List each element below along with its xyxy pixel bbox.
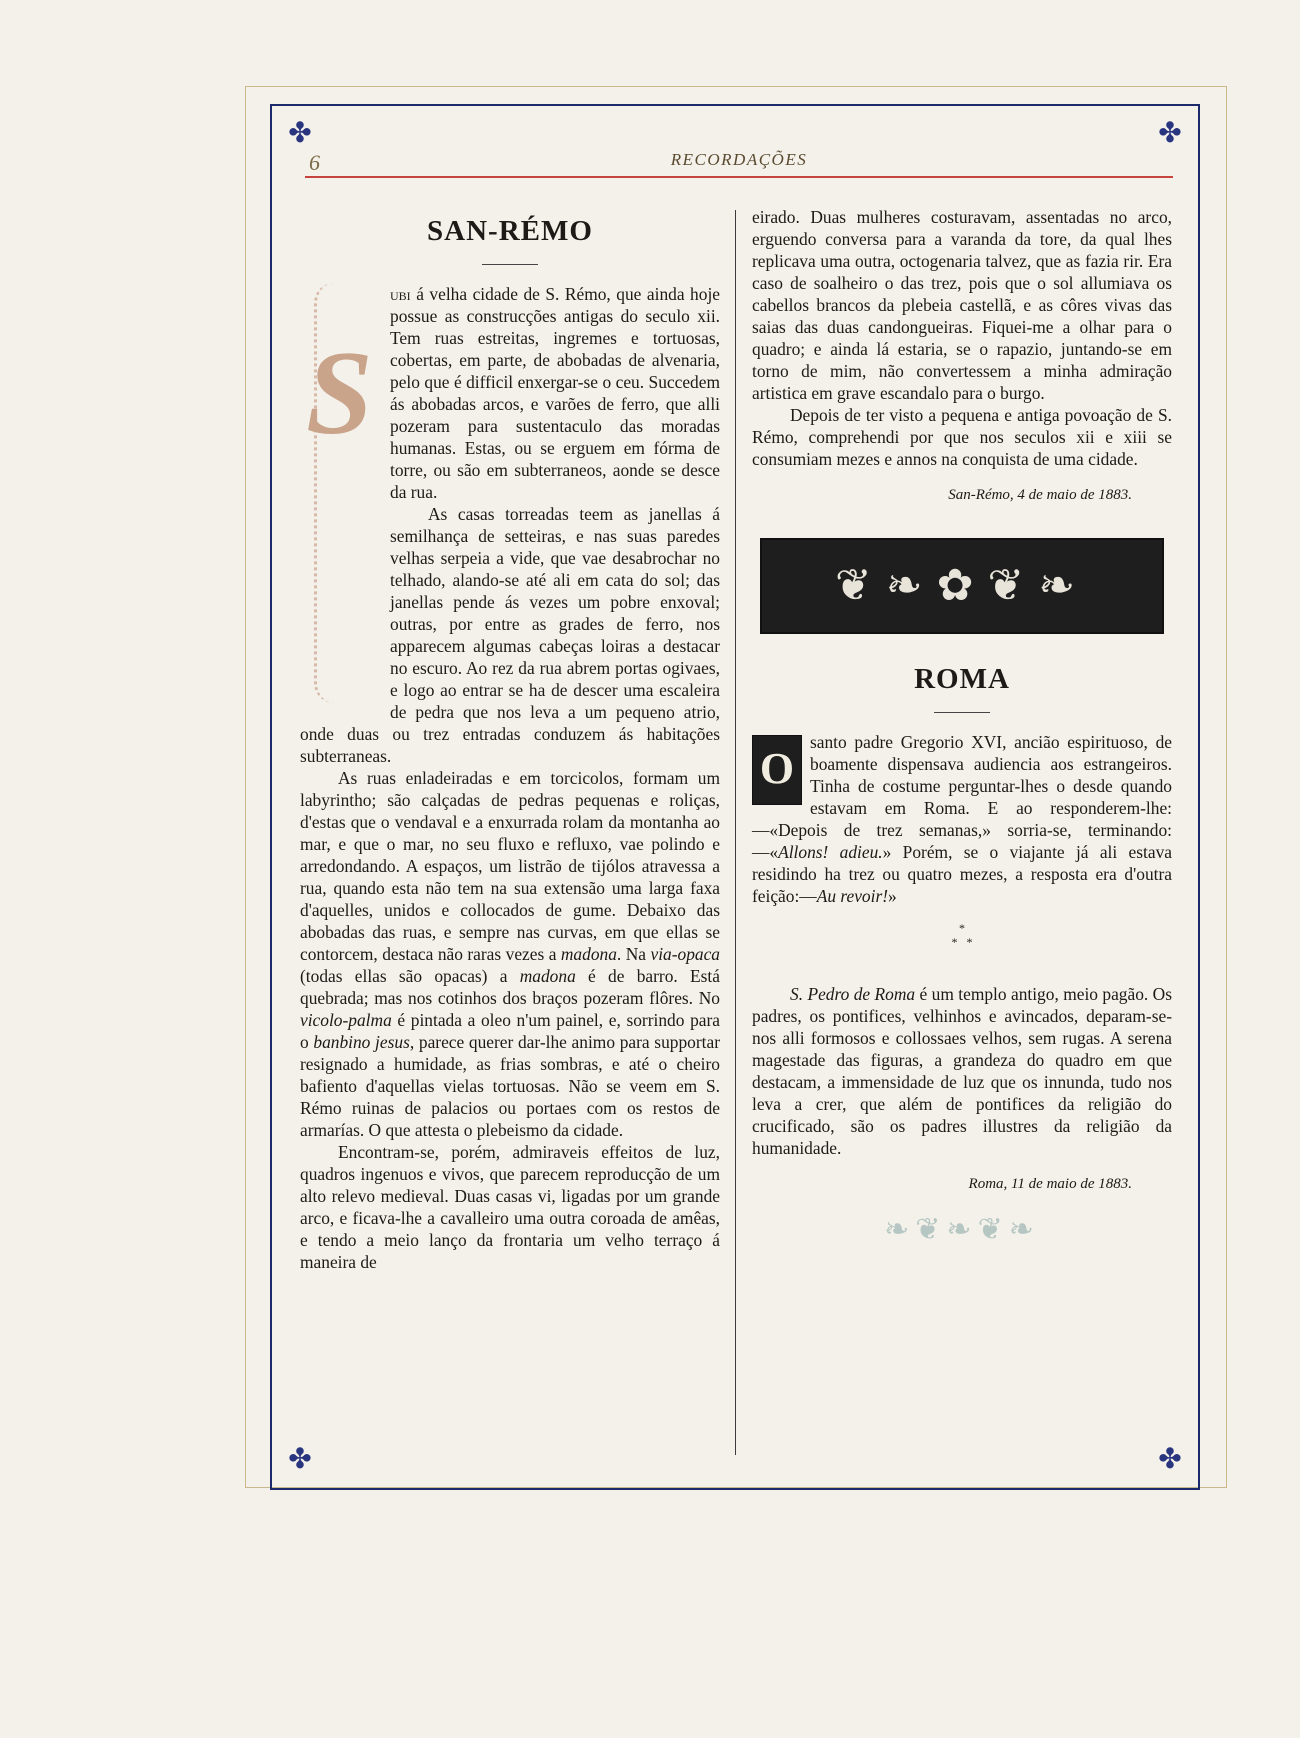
corner-ornament-icon: ✤	[288, 118, 312, 149]
scroll-ornament-icon: ❧❦❧❦❧	[884, 1213, 1040, 1246]
left-column	[300, 215, 721, 1273]
signature-san-remo: San-Rémo, 4 de maio de 1883.	[948, 487, 1132, 503]
paragraph: santo padre Gregorio XVI, ancião espirituoso, de boamente dispensava audiencia aos estrangeiros. Tinha de costume perguntar-lhes o desde quando estavam em Roma. E ao responderem-lhe:—«Depois de trez semanas,» sorria-se, terminando:—«Allons! adieu.» Porém, se o viajante já ali estava residindo ha trez ou quatro mezes, a resposta era d'outra feição:—Au revoir!»	[752, 732, 1172, 906]
asterism: * * *	[951, 921, 973, 949]
dropcap-o-ornament: O	[752, 735, 802, 805]
paragraph: ubi á velha cidade de S. Rémo, que ainda hoje possue as construcções antigas do seculo xii. Tem ruas estreitas, ingremes e tortuosas, cobertas, em parte, de abobadas de alvenaria, pelo que é difficil enxergar-se o ceu. Succedem ás abobadas arcos, e varões de ferro, que alli pozeram para sustentaculo das moradas humanas. Estas, ou se erguem em fórma de torre, ou são em subterraneos, aonde se desce da rua.	[390, 284, 720, 502]
column-divider	[735, 210, 736, 1455]
article-title-san-remo: SAN-RÉMO	[427, 215, 593, 247]
title-rule	[482, 264, 538, 265]
dropcap-s-ornament	[300, 283, 380, 703]
signature-roma: Roma, 11 de maio de 1883.	[968, 1176, 1132, 1192]
paragraph: Encontram-se, porém, admiraveis effeitos de luz, quadros ingenuos e vivos, que parecem reproducção de um alto relevo medieval. Duas casas vi, ligadas por um grande arco, e ficava-lhe a cavalleiro uma outra coroada de amêas, e tendo a meio lanço da frontaria um velho terraço á maneira de	[300, 1142, 720, 1272]
paragraph: eirado. Duas mulheres costuravam, assentadas no arco, erguendo conversa para a varanda da tore, da qual lhes replicava uma outra, octogenaria talvez, que as fazia rir. Era caso de soalheiro o das trez, pois que o sol allumiava os cabellos brancos da plebeia castellã, e as côres vivas das saias das duas candongueiras. Fiquei-me a olhar para o quadro; e ainda lá estaria, se o rapazio, juntando-se em torno de mim, não convertessem a minha admiração artistica em grave escandalo para o burgo.	[752, 207, 1172, 403]
right-column	[752, 206, 1172, 1246]
header-rule	[305, 176, 1173, 178]
corner-ornament-icon: ✤	[1158, 118, 1182, 149]
page-number: 6	[309, 150, 320, 175]
corner-ornament-icon: ✤	[1158, 1444, 1182, 1475]
dropcap-letter: S	[306, 326, 373, 459]
paragraph: As casas torreadas teem as janellas á semilhança de setteiras, e nas suas paredes velhas serpeia a vide, que vae desabrochar no telhado, alando-se até ali em cata do sol; das janellas pende ás vezes um pobre enxoval; outras, por entre as grades de ferro, nos apparecem algumas cabeças loiras a destacar no escuro. Ao rez da rua abrem portas ogivaes, e logo ao entrar se ha de descer uma escaleira de pedra que nos leva a um pequeno atrio, onde duas ou trez entradas conduzem ás habitações subterraneas.	[300, 504, 720, 766]
paragraph: Depois de ter visto a pequena e antiga povoação de S. Rémo, comprehendi por que nos seculos xii e xiii se consumiam mezes e annos na conquista de uma cidade.	[752, 405, 1172, 469]
article-title-roma: ROMA	[914, 663, 1010, 695]
foliage-ornament-band-icon: ❦❧✿❦❧	[760, 538, 1164, 634]
corner-ornament-icon: ✤	[288, 1444, 312, 1475]
running-title: RECORDAÇÕES	[670, 150, 808, 169]
running-header	[305, 146, 1173, 178]
paragraph: As ruas enladeiradas e em torcicolos, formam um labyrintho; são calçadas de pedras pequenas e roliças, d'estas que o vendaval e a enxurrada rolam da montanha ao mar, e que o mar, no seu fluxo e refluxo, vae polindo e arredondando. A espaços, um listrão de tijólos atravessa a rua, quando esta não tem na sua extensão uma larga faxa d'aquelles, unidos e collocados de gume. Debaixo das abobadas das ruas, e sempre nas curvas, em que ellas se contorcem, destaca não raras vezes a madona. Na via-opaca (todas ellas são opacas) a madona é de barro. Está quebrada; mas nos cotinhos dos braços pozeram flôres. No vicolo-palma é pintada a oleo n'um painel, e, sorrindo para o banbino jesus, parece querer dar-lhe animo para supportar resignado a humidade, as frias sombras, e até o cheiro bafiento d'aquellas vielas tortuosas. Não se veem em S. Rémo ruinas de palacios ou portaes com os restos de armarías. O que attesta o plebeismo da cidade.	[300, 768, 721, 1140]
paragraph: S. Pedro de Roma é um templo antigo, meio pagão. Os padres, os pontifices, velhinhos e avincados, deparam-se-nos alli formosos e collossaes velhos, sem rugas. A serena magestade das figuras, a grandeza do quadro em que destacam, a immensidade de luz que os innunda, tudo nos leva a crer, que além de pontifices da religião do crucificado, são os padres illustres da religião da humanidade.	[752, 984, 1172, 1158]
title-rule	[934, 712, 990, 713]
